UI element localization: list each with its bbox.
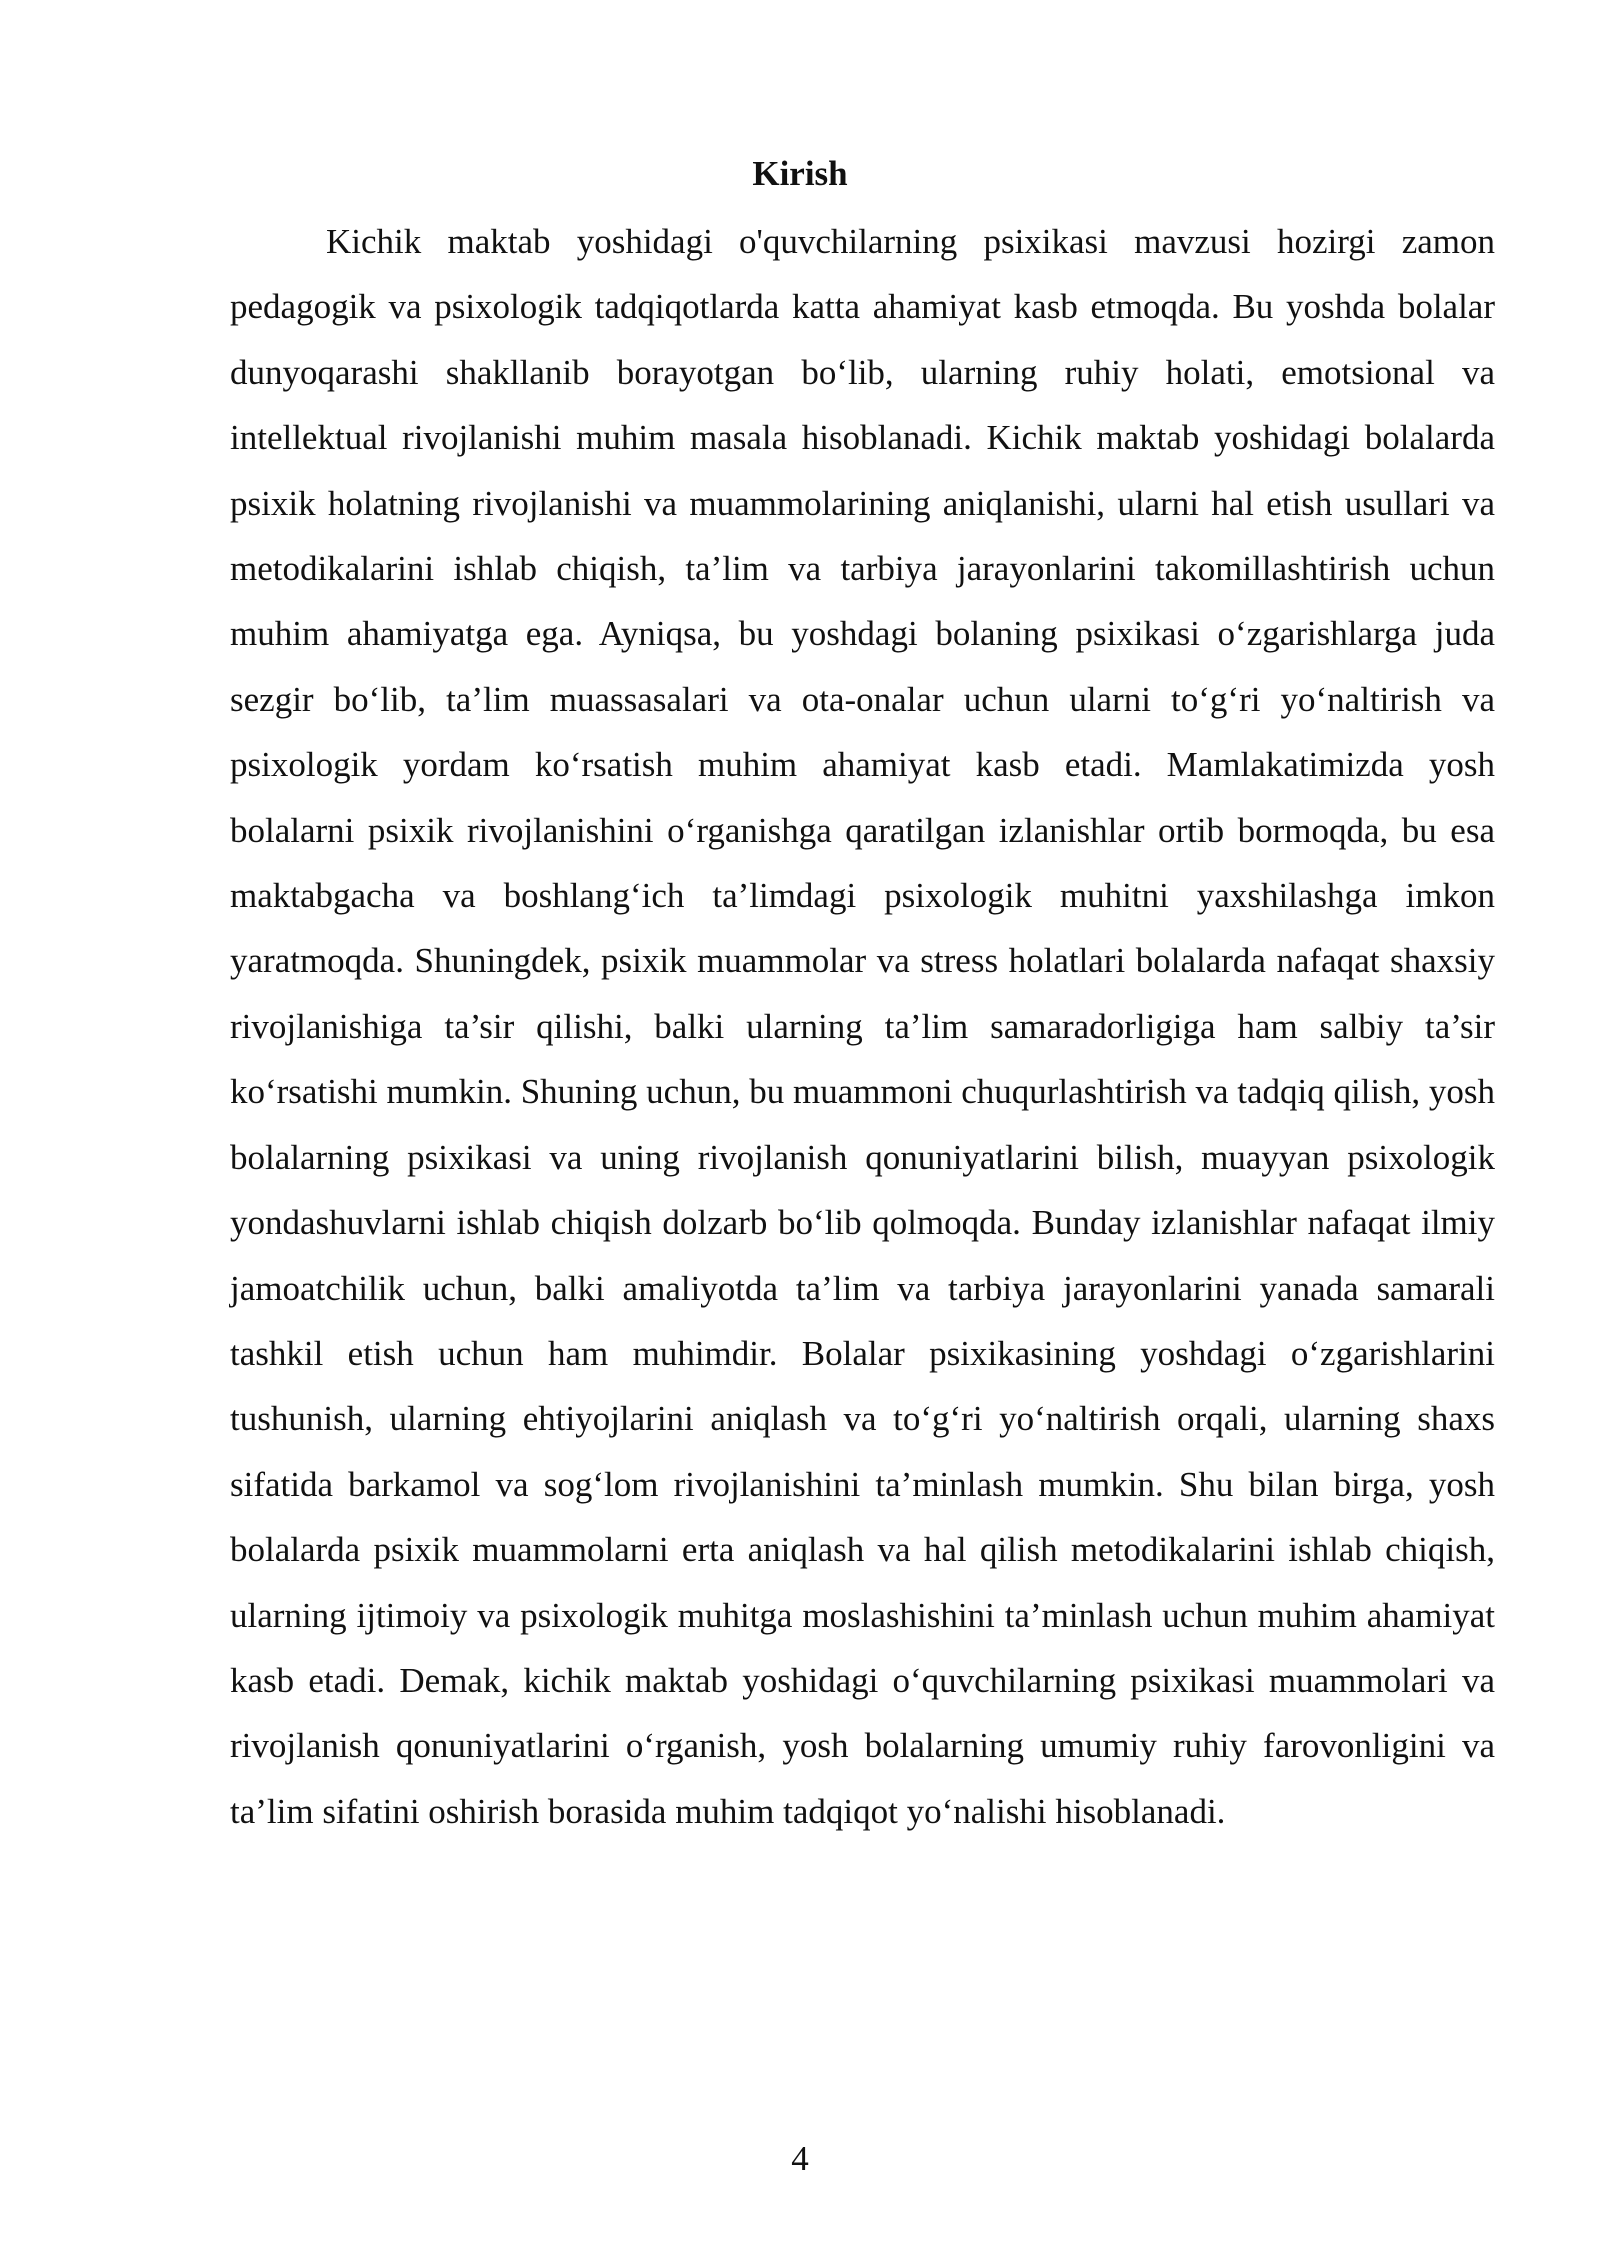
- page-number: 4: [791, 2139, 809, 2178]
- body-paragraph: Kichik maktab yoshidagi o'quvchilarning psixikasi mavzusi hozirgi zamon pedagogik va psixologik tadqiqotlarda katta ahamiyat kasb etmoqda. Bu yoshda bolalar dunyoqarashi shakllanib borayotgan bo‘lib, ularning ruhiy holati, emotsional va intellektual rivojlanishi muhim masala hisoblanadi. Kichik maktab yoshidagi bolalarda psixik holatning rivojlanishi va muammolarining aniqlanishi, ularni hal etish usullari va metodikalarini ishlab chiqish, ta’lim va tarbiya jarayonlarini takomillashtirish uchun muhim ahamiyatga ega. Ayniqsa, bu yoshdagi bolaning psixikasi o‘zgarishlarga juda sezgir bo‘lib, ta’lim muassasalari va ota-onalar uchun ularni to‘g‘ri yo‘naltirish va psixologik yordam ko‘rsatish muhim ahamiyat kasb etadi. Mamlakatimizda yosh bolalarni psixik rivojlanishini o‘rganishga qaratilgan izlanishlar ortib bormoqda, bu esa maktabgacha va boshlang‘ich ta’limdagi psixologik muhitni yaxshilashga imkon yaratmoqda. Shuningdek, psixik muammolar va stress holatlari bolalarda nafaqat shaxsiy rivojlanishiga ta’sir qilishi, balki ularning ta’lim samaradorligiga ham salbiy ta’sir ko‘rsatishi mumkin. Shuning uchun, bu muammoni chuqurlashtirish va tadqiq qilish, yosh bolalarning psixikasi va uning rivojlanish qonuniyatlarini bilish, muayyan psixologik yondashuvlarni ishlab chiqish dolzarb bo‘lib qolmoqda. Bunday izlanishlar nafaqat ilmiy jamoatchilik uchun, balki amaliyotda ta’lim va tarbiya jarayonlarini yanada samarali tashkil etish uchun ham muhimdir. Bolalar psixikasining yoshdagi o‘zgarishlarini tushunish, ularning ehtiyojlarini aniqlash va to‘g‘ri yo‘naltirish orqali, ularning shaxs sifatida barkamol va sog‘lom rivojlanishini ta’minlash mumkin. Shu bilan birga, yosh bolalarda psixik muammolarni erta aniqlash va hal qilish metodikalarini ishlab chiqish, ularning ijtimoiy va psixologik muhitga moslashishini ta’minlash uchun muhim ahamiyat kasb etadi. Demak, kichik maktab yoshidagi o‘quvchilarning psixikasi muammolari va rivojlanish qonuniyatlarini o‘rganish, yosh bolalarning umumiy ruhiy farovonligini va ta’lim sifatini oshirish borasida muhim tadqiqot yo‘nalishi hisoblanadi.: [230, 222, 1495, 1831]
- section-heading: Kirish: [752, 154, 848, 193]
